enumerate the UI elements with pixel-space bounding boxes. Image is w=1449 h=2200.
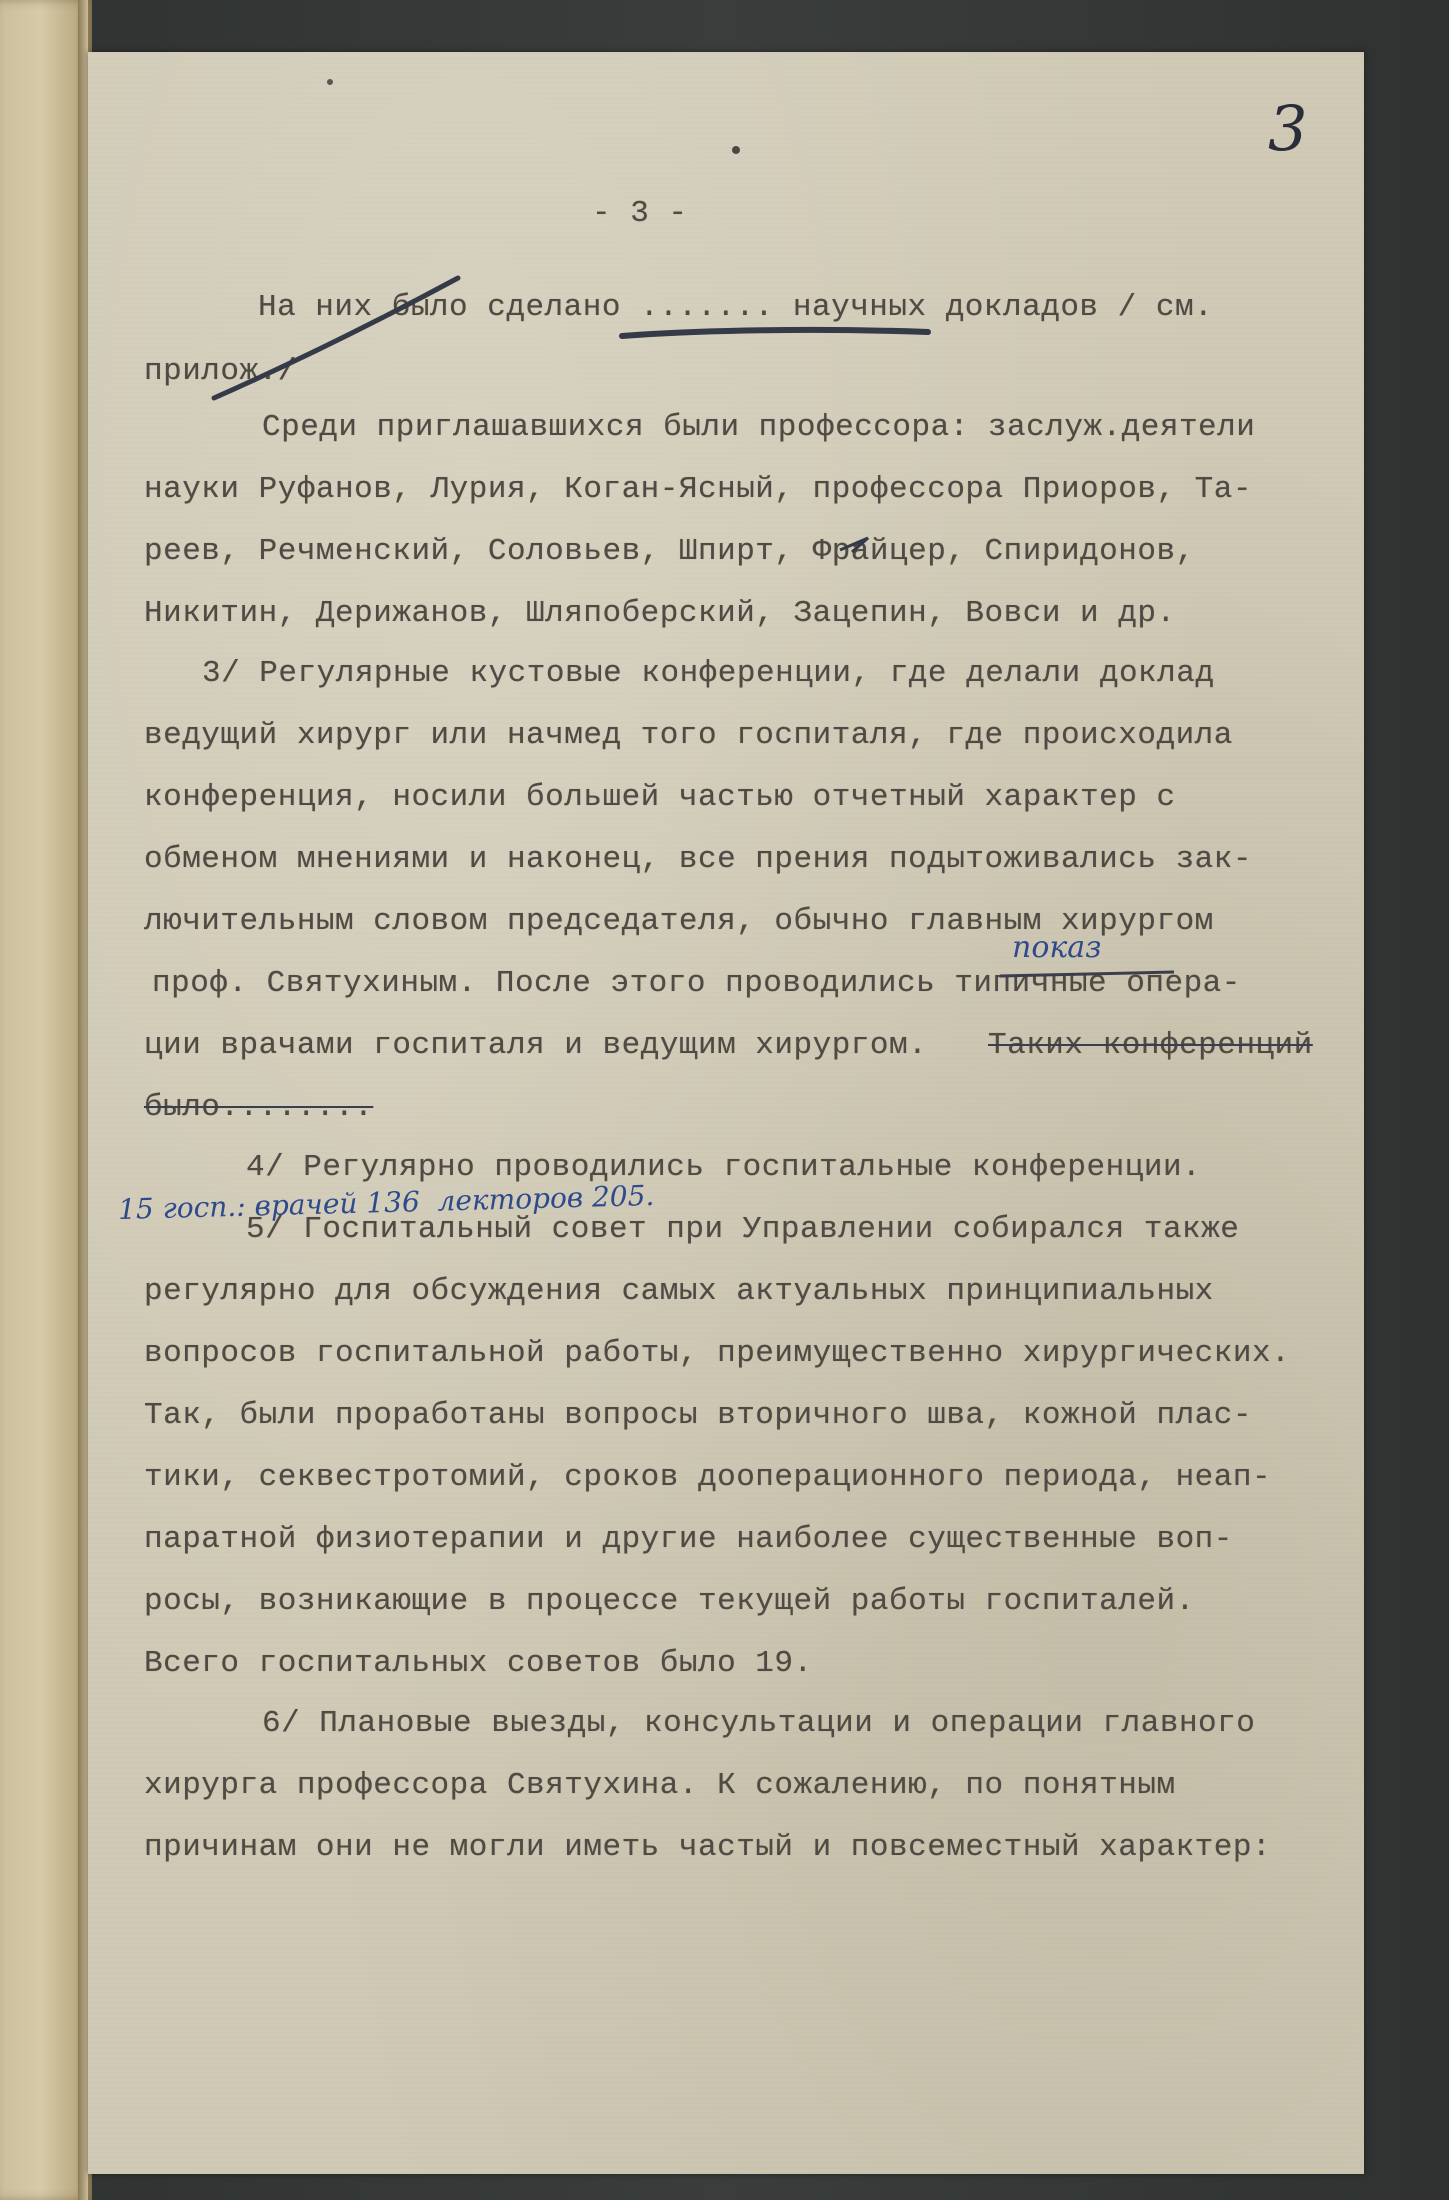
handwritten-margin-note: 15 госп.: врачей 136 лекторов 205. <box>117 1178 655 1227</box>
line-p5-1: 5/ Госпитальный совет при Управлении собирался также <box>246 1212 1240 1247</box>
line-p4-1: 4/ Регулярно проводились госпитальные конференции. <box>246 1150 1202 1185</box>
line-p3-4: обменом мнениями и наконец, все прения подытоживались зак- <box>144 842 1252 877</box>
struck-text-1: Таких конференций <box>988 1028 1313 1063</box>
folio-number: 3 <box>1268 92 1308 165</box>
line-p5-8: Всего госпитальных советов было 19. <box>144 1646 813 1681</box>
line-p5-4: Так, были проработаны вопросы вторичного шва, кожной плас- <box>144 1398 1252 1433</box>
line-p2-4: Никитин, Дерижанов, Шляпоберский, Зацепин, Вовси и др. <box>144 596 1176 631</box>
line-p5-7: росы, возникающие в процессе текущей работы госпиталей. <box>144 1584 1195 1619</box>
folder-spine-shadow <box>78 0 88 2200</box>
struck-text-2: было........ <box>144 1090 374 1125</box>
line-p5-2: регулярно для обсуждения самых актуальных принципиальных <box>144 1274 1214 1309</box>
line-p3-5: лючительным словом председателя, обычно главным хирургом <box>144 904 1214 939</box>
line-p2-1: Среди приглашавшихся были профессора: заслуж.деятели <box>262 410 1256 445</box>
line-p5-5: тики, секвестротомий, сроков дооперационного периода, неап- <box>144 1460 1272 1495</box>
line-p5-6: паратной физиотерапии и другие наиболее существенные воп- <box>144 1522 1233 1557</box>
line-p1-1: На них было сделано ....... научных докладов / см. <box>258 290 1214 325</box>
line-p6-3: причинам они не могли иметь частый и повсеместный характер: <box>144 1830 1272 1865</box>
handwritten-insert: показ <box>1012 930 1102 965</box>
line-p3-3: конференция, носили большей частью отчетный характер с <box>144 780 1176 815</box>
line-p6-2: хирурга профессора Святухина. К сожалению, по понятным <box>144 1768 1176 1803</box>
line-p5-3: вопросов госпитальной работы, преимущественно хирургических. <box>144 1336 1291 1371</box>
page-header: - 3 - <box>592 196 688 231</box>
line-p3-7: ции врачами госпиталя и ведущим хирургом. <box>144 1028 928 1063</box>
line-p3-1: 3/ Регулярные кустовые конференции, где делали доклад <box>202 656 1215 691</box>
line-p3-6: проф. Святухиным. После этого проводились типичные опера- <box>152 966 1241 1001</box>
line-p3-2: ведущий хирург или начмед того госпиталя, где происходила <box>144 718 1233 753</box>
line-p6-1: 6/ Плановые выезды, консультации и операции главного <box>262 1706 1256 1741</box>
line-p2-2: науки Руфанов, Лурия, Коган-Ясный, профессора Приоров, Та- <box>144 472 1252 507</box>
line-p1-2: прилож./ <box>144 354 297 389</box>
line-p2-3: реев, Речменский, Соловьев, Шпирт, Фрайцер, Спиридонов, <box>144 534 1195 569</box>
